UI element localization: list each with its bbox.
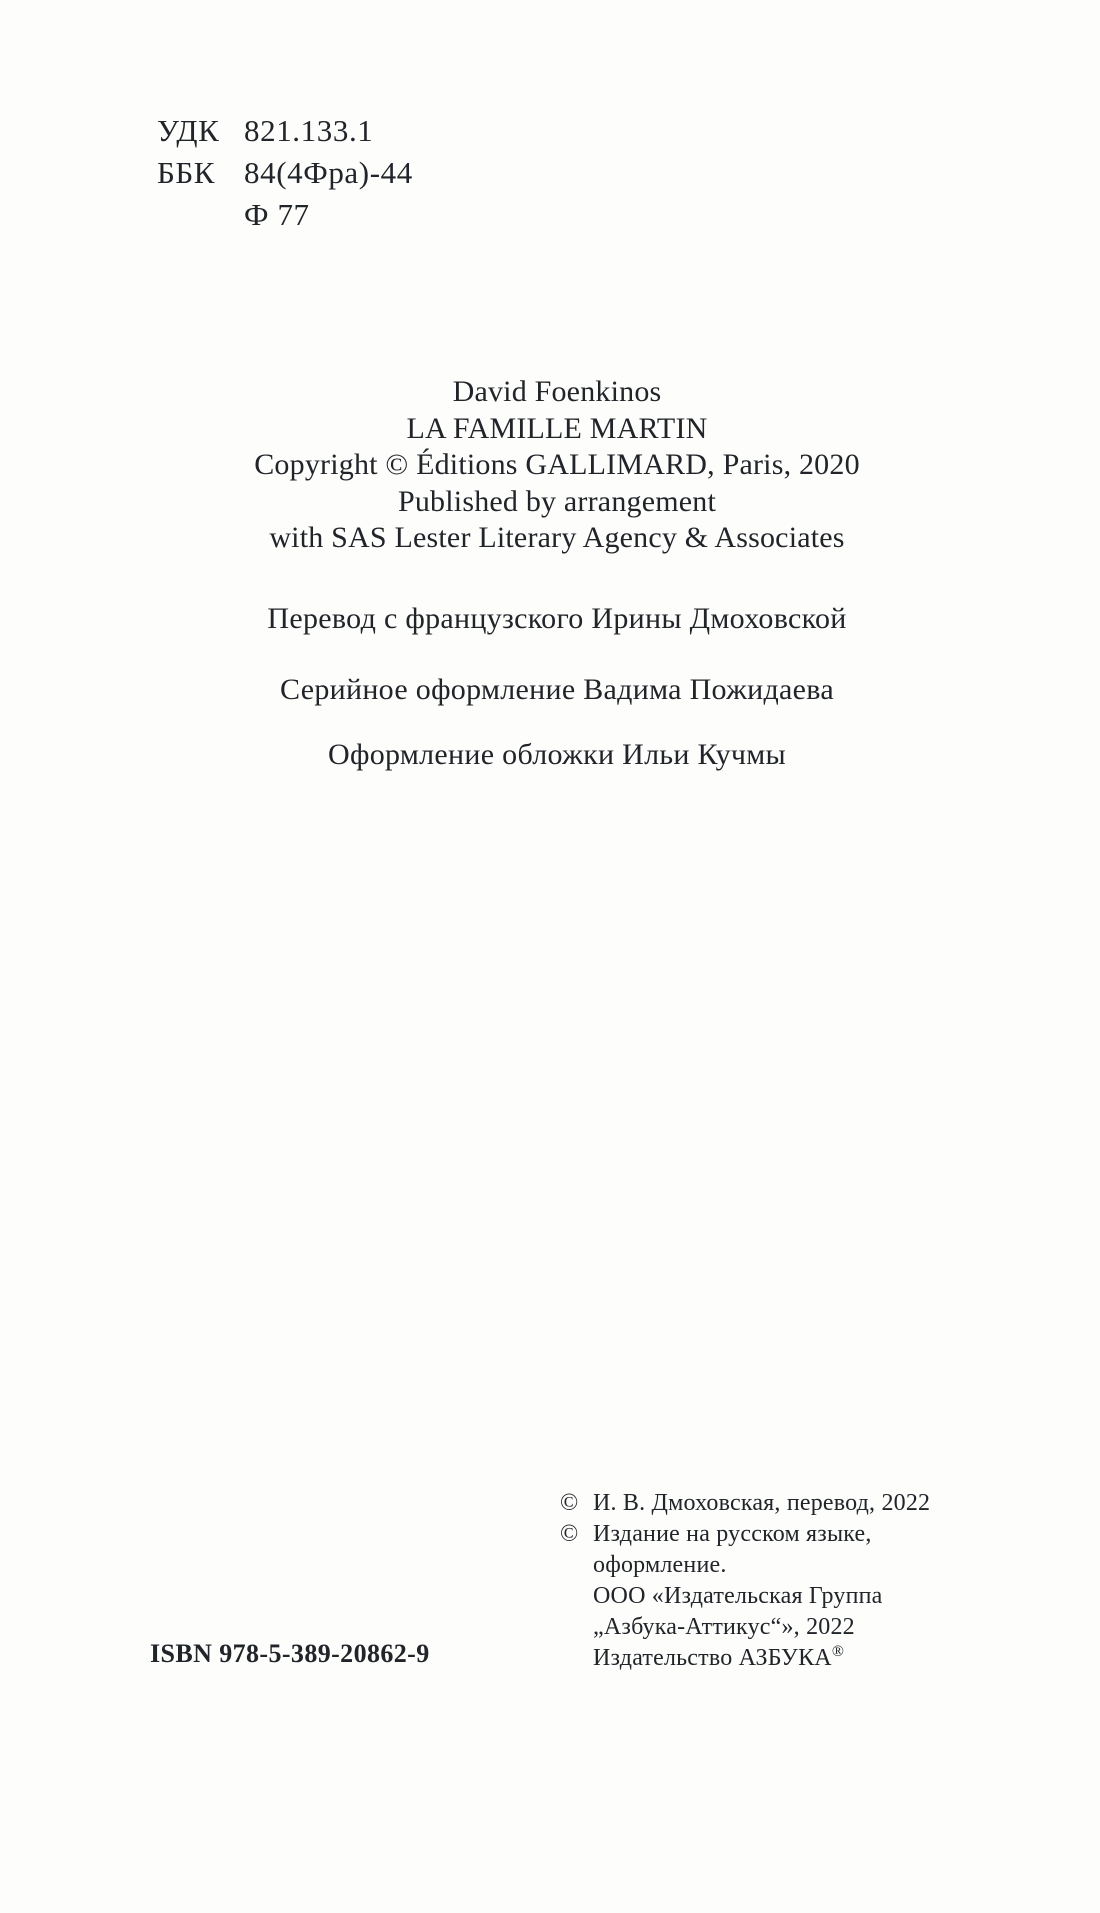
copyright-sign: © <box>560 1521 579 1547</box>
classification-block <box>157 110 413 236</box>
agency-line: with SAS Lester Literary Agency & Associates <box>269 521 845 554</box>
copyright-row-design <box>560 1550 930 1581</box>
bbk-label: ББК <box>157 155 216 190</box>
original-edition-block <box>7 374 1100 557</box>
copyright-sign-spacer <box>560 1550 593 1581</box>
copyright-row-publisher <box>560 1643 930 1674</box>
isbn: ISBN 978-5-389-20862-9 <box>150 1639 430 1668</box>
copyright-sign-spacer <box>560 1581 593 1612</box>
original-title: LA FAMILLE MARTIN <box>406 411 708 445</box>
author-sign: Ф 77 <box>244 197 310 232</box>
copyright-row-edition <box>560 1519 930 1550</box>
bbk-value: 84(4Фра)-44 <box>244 155 413 190</box>
copyright-design-text: оформление. <box>593 1552 727 1578</box>
original-copyright-line: Copyright © Éditions GALLIMARD, Paris, 2020 <box>254 448 860 481</box>
copyright-edition-text: Издание на русском языке, <box>593 1521 872 1547</box>
copyright-sign-spacer <box>560 1643 593 1674</box>
udc-value: 821.133.1 <box>244 113 374 148</box>
copyright-row-azbuka-atticus <box>560 1612 930 1643</box>
publisher-name: Издательство АЗБУКА <box>593 1645 832 1671</box>
udc-label: УДК <box>157 113 220 148</box>
author-sign-line <box>157 194 413 236</box>
bbk-line <box>157 152 413 194</box>
publisher-group-text: ООО «Издательская Группа <box>593 1583 883 1609</box>
copyright-row-translator <box>560 1488 930 1519</box>
russian-copyright-block <box>560 1488 930 1674</box>
udc-line <box>157 110 413 152</box>
cover-design-credit: Оформление обложки Ильи Кучмы <box>328 738 786 771</box>
copyright-sign: © <box>560 1490 579 1516</box>
published-line: Published by arrangement <box>397 484 717 518</box>
publisher-text <box>593 1643 844 1674</box>
registered-trademark-mark: ® <box>831 1643 845 1660</box>
copyright-sign-spacer <box>560 1612 593 1643</box>
azbuka-atticus-text: „Азбука-Аттикус“», 2022 <box>593 1614 855 1640</box>
copyright-translator-text: И. В. Дмоховская, перевод, 2022 <box>593 1490 931 1516</box>
author-name: David Foenkinos <box>452 375 662 408</box>
series-design-credit: Серийное оформление Вадима Пожидаева <box>280 673 834 706</box>
copyright-row-publisher-group <box>560 1581 930 1612</box>
translation-credit: Перевод с французского Ирины Дмоховской <box>267 602 847 635</box>
